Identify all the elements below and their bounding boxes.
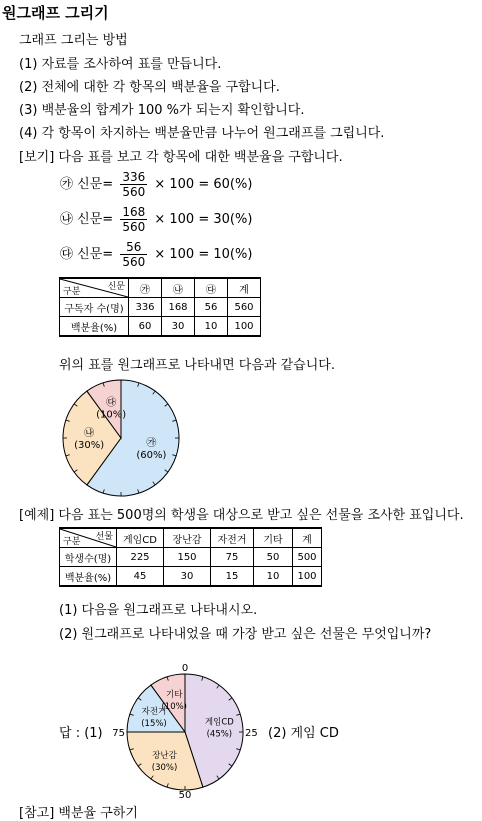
table-cell: 100 [293, 567, 322, 587]
formula-mark: ㉰ [60, 247, 74, 262]
table-corner [60, 278, 129, 298]
slice-label: ㉮ [146, 437, 157, 449]
formula-3: ㉰ 신문= $\frac{56}{560}$ × 100 = 10(%) [60, 240, 253, 269]
example-text: 다음 표를 보고 각 항목에 대한 백분율을 구합니다. [58, 150, 343, 165]
formula-name: 신문 [77, 212, 103, 227]
section-title: 그래프 그리는 방법 [19, 33, 128, 48]
pie-axis-label: 75 [112, 728, 125, 739]
slice-percent-label: (10%) [161, 701, 188, 712]
after-table-text: 위의 표를 원그래프로 나타내면 다음과 같습니다. [59, 358, 335, 373]
table-cell: 60 [129, 317, 162, 337]
table-cell: 336 [129, 298, 162, 317]
slice-percent-label: (45%) [206, 729, 233, 740]
table-cell: 10 [254, 567, 293, 587]
table-header: 기타 [254, 528, 293, 548]
row-label: 구독자 수(명) [60, 298, 129, 317]
formula-mark: ㉯ [60, 212, 74, 227]
table-cell: 30 [162, 317, 195, 337]
table-row [60, 317, 261, 337]
slice-percent-label: (60%) [136, 449, 167, 461]
formula-name: 신문 [77, 177, 103, 192]
corner-top-label: 선물 [95, 532, 113, 542]
page-title: 원그래프 그리기 [2, 4, 109, 22]
table-cell: 500 [293, 548, 322, 567]
formula-result: × 100 = 60(%) [154, 177, 253, 192]
question-1: (1) 다음을 원그래프로 나타내시오. [59, 603, 258, 618]
table-header: ㉰ [195, 278, 228, 298]
corner-bottom-label: 구분 [63, 537, 81, 547]
table-header: 장난감 [164, 528, 211, 548]
practice-line [19, 504, 464, 523]
formula-name: 신문 [77, 247, 103, 262]
slice-percent-label: (30%) [151, 763, 178, 774]
table-row [60, 567, 322, 587]
step-3 [19, 99, 304, 118]
table-header: 계 [293, 528, 322, 548]
footer-note: [참고] 백분율 구하기 [19, 806, 138, 821]
slice-label: 자전거 [141, 707, 167, 718]
slice-label: ㉰ [106, 397, 117, 409]
slice-label: ㉯ [84, 428, 95, 439]
table-cell: 560 [228, 298, 261, 317]
table-cell: 150 [164, 548, 211, 567]
numerator: 56 [120, 240, 147, 255]
step-number: (1) [19, 57, 38, 72]
step-text: 전체에 대한 각 항목의 백분율을 구합니다. [41, 80, 280, 95]
table-cell: 56 [195, 298, 228, 317]
formula-1: ㉮ 신문= $\frac{336}{560}$ × 100 = 60(%) [60, 170, 253, 199]
formula-2: ㉯ 신문= $\frac{168}{560}$ × 100 = 30(%) [60, 205, 253, 234]
fraction [120, 240, 147, 269]
table-cell: 75 [211, 548, 254, 567]
slice-percent-label: (30%) [74, 440, 105, 451]
pie-axis-label: 25 [245, 728, 258, 739]
formula-result: × 100 = 10(%) [154, 247, 253, 262]
table-cell: 15 [211, 567, 254, 587]
answer-2: (2) 게임 CD [268, 726, 339, 741]
pie-axis-label: 50 [178, 790, 192, 801]
corner-top-label: 신문 [107, 282, 125, 292]
slice-label: 게임CD [204, 717, 234, 728]
step-1 [19, 53, 221, 72]
pie-chart-gifts [112, 660, 258, 801]
formula-mark: ㉮ [60, 177, 74, 192]
table-cell: 100 [228, 317, 261, 337]
table-cell: 225 [117, 548, 164, 567]
slice-percent-label: (15%) [141, 719, 167, 730]
step-4 [19, 122, 384, 141]
table-cell: 168 [162, 298, 195, 317]
table-gifts [59, 527, 322, 587]
slice-label: 장난감 [152, 751, 177, 762]
step-number: (3) [19, 103, 38, 118]
table-subscribers [59, 277, 261, 337]
fraction [120, 170, 147, 199]
numerator: 336 [122, 170, 146, 184]
row-label: 백분율(%) [60, 567, 117, 587]
row-label: 학생수(명) [60, 548, 117, 567]
question-2: (2) 원그래프로 나타내었을 때 가장 받고 싶은 선물은 무엇입니까? [59, 627, 432, 642]
table-row [60, 548, 322, 567]
practice-text: 다음 표는 500명의 학생을 대상으로 받고 싶은 선물을 조사한 표입니다. [58, 508, 464, 523]
table-corner [60, 528, 117, 548]
table-header: 게임CD [117, 528, 164, 548]
corner-bottom-label: 구분 [63, 287, 81, 297]
practice-label: [예제] [19, 508, 55, 523]
pie-axis-label: 0 [181, 663, 189, 674]
step-2 [19, 76, 280, 95]
step-number: (2) [19, 80, 38, 95]
row-label: 백분율(%) [60, 317, 129, 337]
table-header: 자전거 [211, 528, 254, 548]
slice-percent-label: (10%) [96, 409, 127, 421]
table-header: ㉯ [162, 278, 195, 298]
numerator: 168 [122, 205, 146, 219]
step-text: 각 항목이 차지하는 백분율만큼 나누어 원그래프를 그립니다. [41, 126, 385, 141]
formula-result: × 100 = 30(%) [154, 212, 253, 227]
slice-label: 기타 [166, 689, 183, 700]
denominator: 560 [122, 220, 146, 234]
denominator: 560 [122, 255, 146, 269]
table-cell: 50 [254, 548, 293, 567]
table-header: 계 [228, 278, 261, 298]
table-header: ㉮ [129, 278, 162, 298]
fraction [120, 205, 147, 234]
table-cell: 45 [117, 567, 164, 587]
table-cell: 30 [164, 567, 211, 587]
table-row [60, 298, 261, 317]
pie-chart-subscribers [58, 375, 184, 501]
table-cell: 10 [195, 317, 228, 337]
answer-label: 답 : (1) [59, 726, 103, 741]
example-line [19, 146, 343, 165]
step-text: 자료를 조사하여 표를 만듭니다. [41, 57, 222, 72]
denominator: 560 [122, 185, 146, 199]
example-label: [보기] [19, 150, 55, 165]
step-text: 백분율의 합계가 100 %가 되는지 확인합니다. [41, 103, 305, 118]
step-number: (4) [19, 126, 38, 141]
